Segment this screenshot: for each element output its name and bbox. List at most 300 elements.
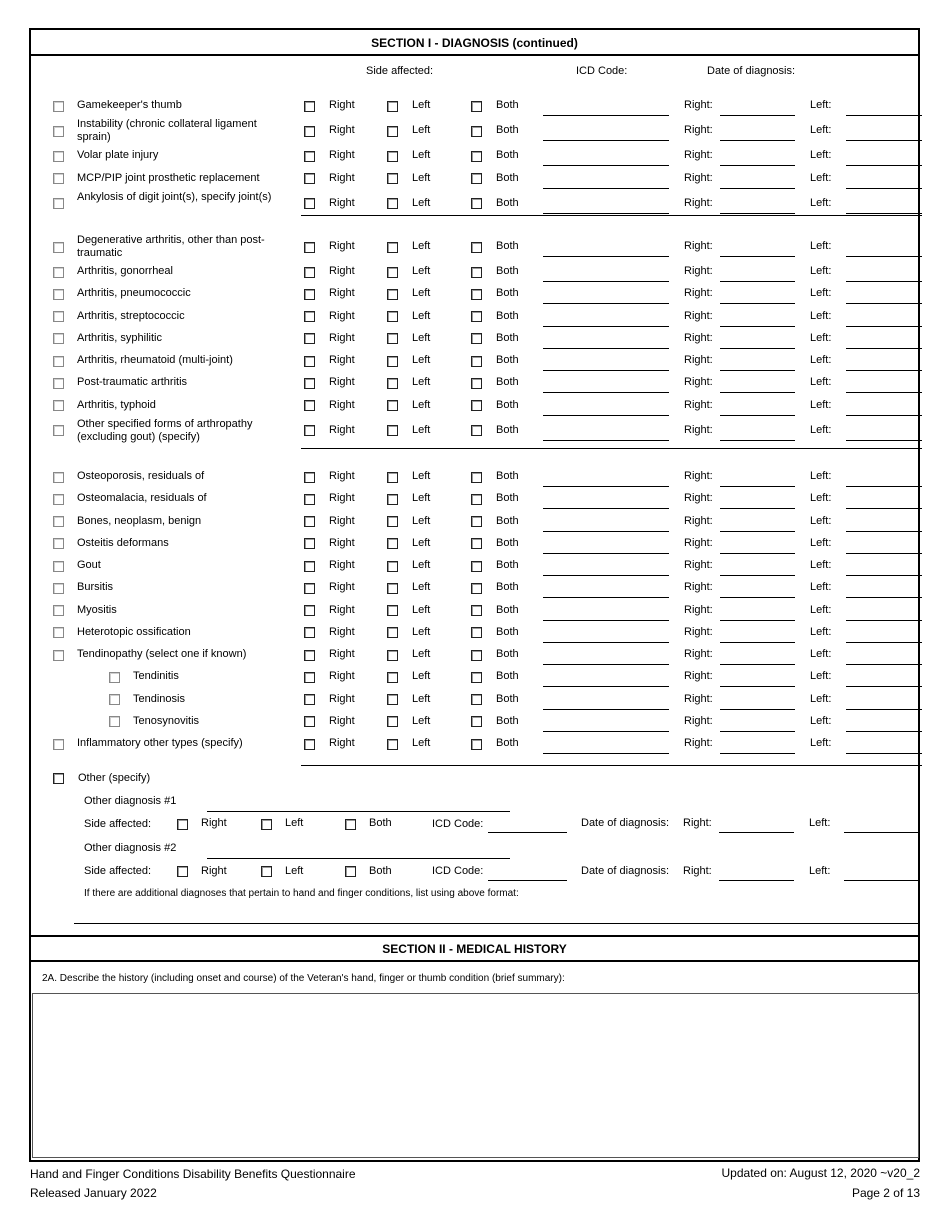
right-side-checkbox[interactable] xyxy=(304,311,315,322)
left-side-checkbox[interactable] xyxy=(387,289,398,300)
form-container xyxy=(29,28,920,1162)
diagnosis-checkbox[interactable] xyxy=(53,739,64,750)
left-side-checkbox[interactable] xyxy=(387,561,398,572)
icd-code-field[interactable] xyxy=(543,415,669,416)
right-side-checkbox[interactable] xyxy=(304,151,315,162)
left-side-checkbox[interactable] xyxy=(387,516,398,527)
both-sides-checkbox[interactable] xyxy=(471,356,482,367)
right-side-label: Right xyxy=(329,536,355,549)
diagnosis-checkbox[interactable] xyxy=(53,425,64,436)
icd-code-field[interactable] xyxy=(543,188,669,189)
icd-code-field[interactable] xyxy=(543,597,669,598)
left-date-label: Left: xyxy=(810,240,832,252)
other-2-left-date-field[interactable] xyxy=(844,880,920,881)
right-side-checkbox[interactable] xyxy=(304,538,315,549)
left-side-checkbox[interactable] xyxy=(387,356,398,367)
diagnosis-checkbox[interactable] xyxy=(53,627,64,638)
diagnosis-label: Osteoporosis, residuals of xyxy=(77,470,205,483)
other-diagnosis-2-field[interactable] xyxy=(207,858,510,859)
left-date-label: Left: xyxy=(810,581,832,594)
left-side-checkbox[interactable] xyxy=(387,494,398,505)
icd-code-field[interactable] xyxy=(543,440,669,441)
left-side-label: Left xyxy=(412,149,431,162)
right-side-checkbox[interactable] xyxy=(304,242,315,253)
right-date-field[interactable] xyxy=(720,440,795,441)
left-date-field[interactable] xyxy=(846,597,922,598)
icd-code-field[interactable] xyxy=(543,731,669,732)
group-divider xyxy=(301,765,922,766)
diagnosis-checkbox[interactable] xyxy=(53,356,64,367)
left-side-checkbox[interactable] xyxy=(387,538,398,549)
diagnosis-checkbox[interactable] xyxy=(53,650,64,661)
left-side-checkbox[interactable] xyxy=(387,378,398,389)
left-date-field[interactable] xyxy=(846,531,922,532)
left-date-label: Left: xyxy=(810,737,832,750)
both-sides-label: Both xyxy=(496,99,519,112)
right-date-field[interactable] xyxy=(720,553,795,554)
icd-code-field[interactable] xyxy=(543,213,669,214)
left-side-label: Left xyxy=(412,603,431,616)
other-2-right-date-field[interactable] xyxy=(719,880,794,881)
left-date-field[interactable] xyxy=(846,256,922,257)
icd-code-field[interactable] xyxy=(543,256,669,257)
right-date-field[interactable] xyxy=(720,303,795,304)
right-side-checkbox[interactable] xyxy=(304,605,315,616)
diagnosis-label: Volar plate injury xyxy=(77,149,159,162)
diagnosis-checkbox[interactable] xyxy=(53,173,64,184)
diagnosis-label: Arthritis, rheumatoid (multi-joint) xyxy=(77,354,233,367)
icd-code-field[interactable] xyxy=(543,620,669,621)
both-sides-checkbox[interactable] xyxy=(471,333,482,344)
footer-page-number: Page 2 of 13 xyxy=(851,1186,920,1200)
right-date-label: Right: xyxy=(684,240,713,252)
left-side-checkbox[interactable] xyxy=(387,242,398,253)
date-of-diagnosis-header: Date of diagnosis: xyxy=(707,65,796,77)
other-1-left-checkbox[interactable] xyxy=(261,819,272,830)
right-date-field[interactable] xyxy=(720,664,795,665)
other-1-icd-label: ICD Code: xyxy=(432,818,484,830)
right-side-label: Right xyxy=(329,240,355,252)
right-date-field[interactable] xyxy=(720,642,795,643)
right-side-checkbox[interactable] xyxy=(304,198,315,209)
diagnosis-checkbox[interactable] xyxy=(53,605,64,616)
right-date-field[interactable] xyxy=(720,115,795,116)
left-date-field[interactable] xyxy=(846,281,922,282)
left-side-checkbox[interactable] xyxy=(387,311,398,322)
left-side-label: Left xyxy=(412,423,431,436)
icd-code-field[interactable] xyxy=(543,753,669,754)
left-side-label: Left xyxy=(412,240,431,252)
other-1-left-label: Left xyxy=(285,817,304,829)
right-date-field[interactable] xyxy=(720,597,795,598)
right-side-checkbox[interactable] xyxy=(304,267,315,278)
side-affected-header: Side affected: xyxy=(366,65,434,77)
left-date-field[interactable] xyxy=(846,415,922,416)
left-side-checkbox[interactable] xyxy=(387,425,398,436)
both-sides-checkbox[interactable] xyxy=(471,242,482,253)
other-specify-checkbox[interactable] xyxy=(53,773,64,784)
both-sides-checkbox[interactable] xyxy=(471,494,482,505)
other-1-right-date-field[interactable] xyxy=(719,832,794,833)
right-side-checkbox[interactable] xyxy=(304,425,315,436)
right-date-field[interactable] xyxy=(720,281,795,282)
right-side-label: Right xyxy=(329,171,355,184)
right-side-checkbox[interactable] xyxy=(304,173,315,184)
diagnosis-checkbox[interactable] xyxy=(109,716,120,727)
left-side-checkbox[interactable] xyxy=(387,739,398,750)
left-side-checkbox[interactable] xyxy=(387,627,398,638)
left-date-field[interactable] xyxy=(846,553,922,554)
left-date-field[interactable] xyxy=(846,140,922,141)
other-diagnosis-2-label: Other diagnosis #2 xyxy=(84,842,177,854)
left-date-label: Left: xyxy=(810,124,832,137)
left-side-checkbox[interactable] xyxy=(387,472,398,483)
right-side-label: Right xyxy=(329,625,355,638)
both-sides-checkbox[interactable] xyxy=(471,311,482,322)
left-date-label: Left: xyxy=(810,670,832,683)
left-date-field[interactable] xyxy=(846,508,922,509)
left-date-field[interactable] xyxy=(846,213,922,214)
right-date-label: Right: xyxy=(684,149,713,162)
both-sides-checkbox[interactable] xyxy=(471,101,482,112)
right-date-field[interactable] xyxy=(720,753,795,754)
both-sides-checkbox[interactable] xyxy=(471,672,482,683)
left-date-field[interactable] xyxy=(846,642,922,643)
left-side-label: Left xyxy=(412,354,431,367)
diagnosis-label: Bones, neoplasm, benign xyxy=(77,514,202,527)
left-date-field[interactable] xyxy=(846,753,922,754)
diagnosis-checkbox[interactable] xyxy=(53,289,64,300)
left-date-field[interactable] xyxy=(846,115,922,116)
right-side-checkbox[interactable] xyxy=(304,716,315,727)
right-date-label: Right: xyxy=(684,648,713,661)
left-side-label: Left xyxy=(412,514,431,527)
other-2-left-date-label: Left: xyxy=(809,865,831,877)
left-side-checkbox[interactable] xyxy=(387,267,398,278)
right-date-field[interactable] xyxy=(720,486,795,487)
right-date-field[interactable] xyxy=(720,620,795,621)
diagnosis-checkbox[interactable] xyxy=(53,400,64,411)
left-side-label: Left xyxy=(412,714,431,727)
diagnosis-checkbox[interactable] xyxy=(53,267,64,278)
both-sides-checkbox[interactable] xyxy=(471,198,482,209)
both-sides-checkbox[interactable] xyxy=(471,605,482,616)
left-date-field[interactable] xyxy=(846,392,922,393)
both-sides-checkbox[interactable] xyxy=(471,425,482,436)
icd-code-field[interactable] xyxy=(543,709,669,710)
left-date-field[interactable] xyxy=(846,709,922,710)
left-side-checkbox[interactable] xyxy=(387,672,398,683)
left-side-checkbox[interactable] xyxy=(387,605,398,616)
left-side-label: Left xyxy=(412,648,431,661)
left-side-label: Left xyxy=(412,331,431,344)
both-sides-label: Both xyxy=(496,737,519,750)
diagnosis-label: Gamekeeper's thumb xyxy=(77,99,182,112)
diagnosis-checkbox[interactable] xyxy=(53,101,64,112)
left-date-label: Left: xyxy=(810,331,832,344)
right-side-checkbox[interactable] xyxy=(304,378,315,389)
both-sides-label: Both xyxy=(496,331,519,344)
right-date-label: Right: xyxy=(684,398,713,411)
left-date-field[interactable] xyxy=(846,303,922,304)
left-side-label: Left xyxy=(412,470,431,483)
both-sides-checkbox[interactable] xyxy=(471,561,482,572)
left-date-field[interactable] xyxy=(846,326,922,327)
both-sides-label: Both xyxy=(496,240,519,252)
right-side-checkbox[interactable] xyxy=(304,494,315,505)
other-2-icd-field[interactable] xyxy=(488,880,567,881)
right-side-checkbox[interactable] xyxy=(304,400,315,411)
left-date-field[interactable] xyxy=(846,731,922,732)
right-side-checkbox[interactable] xyxy=(304,583,315,594)
both-sides-label: Both xyxy=(496,309,519,322)
right-side-checkbox[interactable] xyxy=(304,650,315,661)
history-summary-textarea[interactable] xyxy=(32,993,919,1158)
right-date-label: Right: xyxy=(684,376,713,389)
icd-code-field[interactable] xyxy=(543,370,669,371)
left-side-checkbox[interactable] xyxy=(387,198,398,209)
right-date-field[interactable] xyxy=(720,188,795,189)
right-side-checkbox[interactable] xyxy=(304,101,315,112)
diagnosis-checkbox[interactable] xyxy=(53,494,64,505)
icd-code-field[interactable] xyxy=(543,575,669,576)
diagnosis-checkbox[interactable] xyxy=(53,333,64,344)
right-date-label: Right: xyxy=(684,331,713,344)
both-sides-checkbox[interactable] xyxy=(471,694,482,705)
right-side-checkbox[interactable] xyxy=(304,672,315,683)
both-sides-label: Both xyxy=(496,354,519,367)
both-sides-checkbox[interactable] xyxy=(471,400,482,411)
left-side-checkbox[interactable] xyxy=(387,333,398,344)
diagnosis-label: Degenerative arthritis, other than post-traumatic xyxy=(77,234,265,259)
icd-code-field[interactable] xyxy=(543,531,669,532)
diagnosis-checkbox[interactable] xyxy=(53,472,64,483)
both-sides-checkbox[interactable] xyxy=(471,583,482,594)
diagnosis-label: Ankylosis of digit joint(s), specify joint(s) xyxy=(77,190,272,203)
left-side-checkbox[interactable] xyxy=(387,694,398,705)
other-1-left-date-field[interactable] xyxy=(844,832,920,833)
right-side-checkbox[interactable] xyxy=(304,694,315,705)
right-side-checkbox[interactable] xyxy=(304,472,315,483)
icd-code-field[interactable] xyxy=(543,281,669,282)
right-side-label: Right xyxy=(329,196,355,209)
right-side-checkbox[interactable] xyxy=(304,561,315,572)
right-side-checkbox[interactable] xyxy=(304,333,315,344)
right-date-label: Right: xyxy=(684,354,713,367)
left-date-field[interactable] xyxy=(846,188,922,189)
both-sides-checkbox[interactable] xyxy=(471,650,482,661)
section-1-title: SECTION I - DIAGNOSIS (continued) xyxy=(31,30,918,56)
icd-code-field[interactable] xyxy=(543,140,669,141)
other-diagnosis-1-field[interactable] xyxy=(207,811,510,812)
left-side-checkbox[interactable] xyxy=(387,583,398,594)
icd-code-field[interactable] xyxy=(543,348,669,349)
right-date-field[interactable] xyxy=(720,348,795,349)
left-side-checkbox[interactable] xyxy=(387,400,398,411)
right-date-field[interactable] xyxy=(720,709,795,710)
left-date-field[interactable] xyxy=(846,664,922,665)
left-date-label: Left: xyxy=(810,714,832,727)
left-date-label: Left: xyxy=(810,287,832,300)
other-1-both-checkbox[interactable] xyxy=(345,819,356,830)
right-date-field[interactable] xyxy=(720,392,795,393)
both-sides-checkbox[interactable] xyxy=(471,267,482,278)
left-date-field[interactable] xyxy=(846,165,922,166)
left-date-field[interactable] xyxy=(846,348,922,349)
other-2-right-checkbox[interactable] xyxy=(177,866,188,877)
other-2-icd-label: ICD Code: xyxy=(432,865,484,877)
diagnosis-checkbox[interactable] xyxy=(109,694,120,705)
both-sides-label: Both xyxy=(496,670,519,683)
right-side-label: Right xyxy=(329,376,355,389)
left-side-checkbox[interactable] xyxy=(387,716,398,727)
icd-code-field[interactable] xyxy=(543,686,669,687)
left-side-label: Left xyxy=(412,287,431,300)
diagnosis-label: Inflammatory other types (specify) xyxy=(77,737,243,750)
both-sides-label: Both xyxy=(496,124,519,137)
icd-code-field[interactable] xyxy=(543,326,669,327)
right-side-checkbox[interactable] xyxy=(304,627,315,638)
left-side-label: Left xyxy=(412,265,431,278)
right-date-field[interactable] xyxy=(720,140,795,141)
icd-code-field[interactable] xyxy=(543,508,669,509)
other-2-both-checkbox[interactable] xyxy=(345,866,356,877)
left-date-label: Left: xyxy=(810,99,832,112)
left-date-field[interactable] xyxy=(846,620,922,621)
diagnosis-label: Tenosynovitis xyxy=(133,714,200,727)
left-side-checkbox[interactable] xyxy=(387,126,398,137)
left-side-label: Left xyxy=(412,581,431,594)
diagnosis-label: Heterotopic ossification xyxy=(77,625,191,638)
left-date-field[interactable] xyxy=(846,686,922,687)
additional-diagnoses-field[interactable] xyxy=(74,923,920,924)
right-date-field[interactable] xyxy=(720,531,795,532)
right-date-label: Right: xyxy=(684,714,713,727)
left-date-label: Left: xyxy=(810,625,832,638)
other-2-left-label: Left xyxy=(285,865,304,877)
right-date-field[interactable] xyxy=(720,508,795,509)
other-1-right-checkbox[interactable] xyxy=(177,819,188,830)
right-side-label: Right xyxy=(329,99,355,112)
right-date-label: Right: xyxy=(684,309,713,322)
icd-code-header: ICD Code: xyxy=(576,65,628,77)
section-2-title: SECTION II - MEDICAL HISTORY xyxy=(31,936,918,962)
left-side-checkbox[interactable] xyxy=(387,173,398,184)
icd-code-field[interactable] xyxy=(543,392,669,393)
right-date-label: Right: xyxy=(684,692,713,705)
both-sides-checkbox[interactable] xyxy=(471,472,482,483)
right-side-label: Right xyxy=(329,670,355,683)
right-date-field[interactable] xyxy=(720,213,795,214)
icd-code-field[interactable] xyxy=(543,642,669,643)
icd-code-field[interactable] xyxy=(543,303,669,304)
diagnosis-checkbox[interactable] xyxy=(109,672,120,683)
left-date-label: Left: xyxy=(810,423,832,436)
left-date-label: Left: xyxy=(810,692,832,705)
right-side-label: Right xyxy=(329,331,355,344)
right-side-label: Right xyxy=(329,287,355,300)
left-side-label: Left xyxy=(412,124,431,137)
both-sides-checkbox[interactable] xyxy=(471,378,482,389)
icd-code-field[interactable] xyxy=(543,553,669,554)
both-sides-checkbox[interactable] xyxy=(471,538,482,549)
right-date-field[interactable] xyxy=(720,686,795,687)
diagnosis-checkbox[interactable] xyxy=(53,242,64,253)
right-date-label: Right: xyxy=(684,196,713,209)
both-sides-checkbox[interactable] xyxy=(471,289,482,300)
icd-code-field[interactable] xyxy=(543,486,669,487)
diagnosis-checkbox[interactable] xyxy=(53,151,64,162)
both-sides-checkbox[interactable] xyxy=(471,173,482,184)
diagnosis-checkbox[interactable] xyxy=(53,583,64,594)
diagnosis-checkbox[interactable] xyxy=(53,538,64,549)
right-side-checkbox[interactable] xyxy=(304,356,315,367)
left-date-label: Left: xyxy=(810,376,832,389)
right-date-label: Right: xyxy=(684,171,713,184)
right-date-label: Right: xyxy=(684,265,713,278)
left-side-checkbox[interactable] xyxy=(387,151,398,162)
diagnosis-label: Arthritis, gonorrheal xyxy=(77,265,173,278)
both-sides-checkbox[interactable] xyxy=(471,627,482,638)
right-date-field[interactable] xyxy=(720,575,795,576)
right-date-field[interactable] xyxy=(720,326,795,327)
right-date-field[interactable] xyxy=(720,370,795,371)
left-side-label: Left xyxy=(412,559,431,572)
left-date-label: Left: xyxy=(810,354,832,367)
both-sides-checkbox[interactable] xyxy=(471,739,482,750)
both-sides-label: Both xyxy=(496,287,519,300)
other-1-side-affected-label: Side affected: xyxy=(84,818,152,830)
left-side-checkbox[interactable] xyxy=(387,650,398,661)
right-side-checkbox[interactable] xyxy=(304,516,315,527)
diagnosis-checkbox[interactable] xyxy=(53,516,64,527)
both-sides-label: Both xyxy=(496,196,519,209)
icd-code-field[interactable] xyxy=(543,115,669,116)
left-side-label: Left xyxy=(412,625,431,638)
right-date-field[interactable] xyxy=(720,256,795,257)
diagnosis-checkbox[interactable] xyxy=(53,378,64,389)
both-sides-checkbox[interactable] xyxy=(471,151,482,162)
left-date-label: Left: xyxy=(810,536,832,549)
right-date-field[interactable] xyxy=(720,731,795,732)
left-date-field[interactable] xyxy=(846,440,922,441)
right-side-checkbox[interactable] xyxy=(304,126,315,137)
diagnosis-checkbox[interactable] xyxy=(53,126,64,137)
both-sides-checkbox[interactable] xyxy=(471,716,482,727)
left-date-field[interactable] xyxy=(846,575,922,576)
right-side-checkbox[interactable] xyxy=(304,289,315,300)
left-side-checkbox[interactable] xyxy=(387,101,398,112)
other-1-icd-field[interactable] xyxy=(488,832,567,833)
right-date-field[interactable] xyxy=(720,415,795,416)
both-sides-checkbox[interactable] xyxy=(471,126,482,137)
diagnosis-checkbox[interactable] xyxy=(53,561,64,572)
both-sides-checkbox[interactable] xyxy=(471,516,482,527)
diagnosis-checkbox[interactable] xyxy=(53,198,64,209)
right-side-label: Right xyxy=(329,354,355,367)
left-date-label: Left: xyxy=(810,171,832,184)
left-date-label: Left: xyxy=(810,492,832,505)
left-date-field[interactable] xyxy=(846,370,922,371)
diagnosis-checkbox[interactable] xyxy=(53,311,64,322)
icd-code-field[interactable] xyxy=(543,664,669,665)
right-date-field[interactable] xyxy=(720,165,795,166)
left-date-field[interactable] xyxy=(846,486,922,487)
right-side-checkbox[interactable] xyxy=(304,739,315,750)
right-side-label: Right xyxy=(329,514,355,527)
icd-code-field[interactable] xyxy=(543,165,669,166)
other-2-left-checkbox[interactable] xyxy=(261,866,272,877)
